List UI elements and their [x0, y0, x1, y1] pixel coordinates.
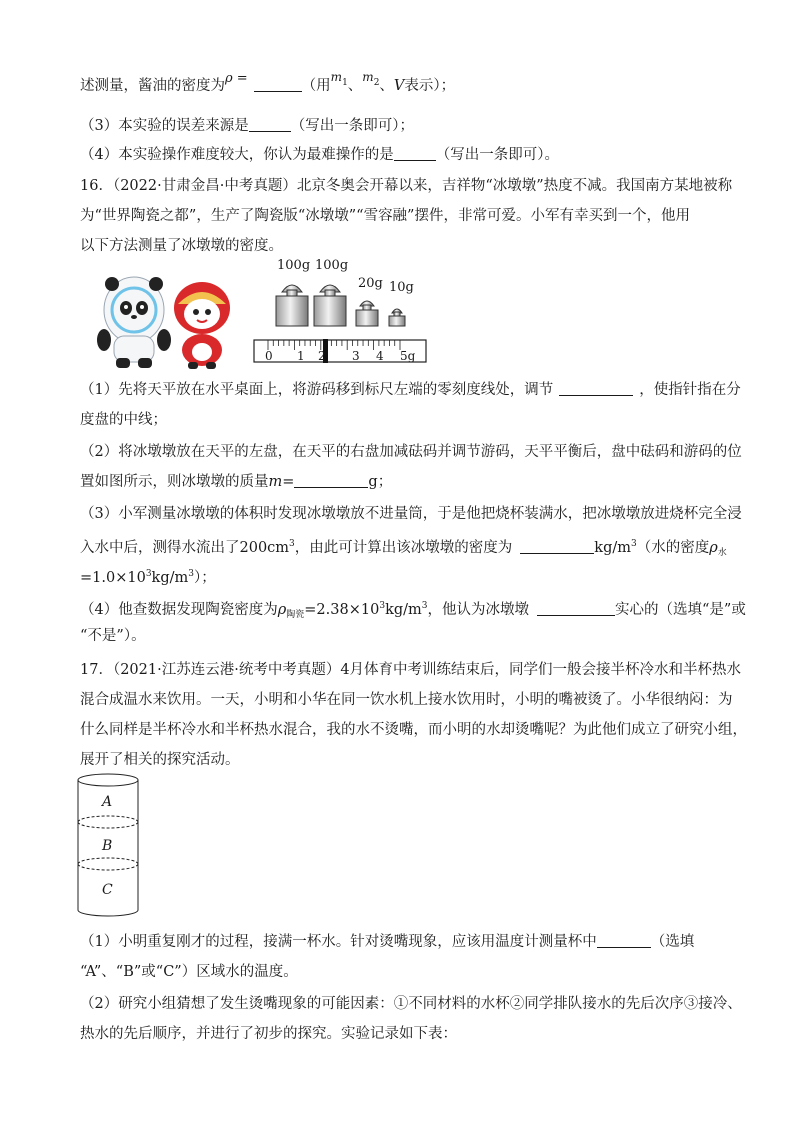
- density-formula-line: [80, 70, 455, 95]
- cm3-superscript: 3: [289, 539, 295, 549]
- q16-p4a-end: 实心的（选填“是”或: [615, 602, 746, 618]
- balance-weights-figure: [252, 256, 430, 366]
- ceramic-density-exp: 3: [379, 601, 386, 611]
- answer-blank-q15-4[interactable]: [394, 146, 436, 161]
- rho-ceramic-symbol: ρ: [277, 602, 287, 618]
- q17-line-2: 混合成温水来饮用。一天，小明和小华在同一饮水机上接水饮用时，小明的嘴被烫了。小华很纳闷：为: [80, 692, 733, 708]
- q16-line-3: 以下方法测量了冰墩墩的密度。: [80, 238, 283, 254]
- density-unit: kg/m: [594, 540, 631, 556]
- q16-part3-a: （3）小军测量冰墩墩的体积时发现冰墩墩放不进量筒，于是他把烧杯装满水，把冰墩墩放进烧杯完全浸: [80, 506, 742, 522]
- answer-blank-q16-2[interactable]: [294, 473, 368, 488]
- cup-diagram: [76, 772, 140, 920]
- q16-p3b-text: 入水中后，测得水流出了200cm: [80, 540, 290, 556]
- q16-line-1: 16．（2022·甘肃金昌·中考真题）北京冬奥会开幕以来，吉祥物“冰墩墩”热度不减。我国南方某地被称: [80, 178, 733, 194]
- m1-symbol: m: [330, 70, 343, 84]
- density-unit-sup: 3: [630, 539, 637, 549]
- formula-mid: （用: [301, 78, 331, 94]
- formula-prefix: 述测量，酱油的密度为: [80, 78, 225, 94]
- q15-p3-text: （3）本实验的误差来源是: [80, 118, 249, 134]
- q17-line-3: 什么同样是半杯冷水和半杯热水混合，我的水不烫嘴，而小明的水却烫嘴呢？为此他们成立了研究小组，: [80, 722, 747, 738]
- m2-subscript: 2: [373, 78, 380, 88]
- shuey-rhon-rhon-icon: [174, 282, 230, 369]
- q16-part4-b: “不是”）。: [80, 628, 146, 644]
- formula-suffix: 表示）；: [404, 78, 456, 94]
- q16-part3-c: [80, 564, 216, 588]
- q16-line-2: 为“世界陶瓷之都”，生产了陶瓷版“冰墩墩”“雪容融”摆件，非常可爱。小军有幸买到一个，他用: [80, 208, 690, 224]
- q15-part4: [80, 145, 559, 165]
- ceramic-density-value: =2.38×10: [304, 602, 380, 618]
- m1-subscript: 1: [342, 78, 348, 88]
- v-symbol: V: [393, 78, 405, 94]
- answer-blank-q16-4[interactable]: [537, 601, 615, 616]
- q17-line-4: 展开了相关的探究活动。: [80, 752, 240, 768]
- rho-ceramic-sub: 陶瓷: [286, 610, 305, 620]
- answer-blank-q16-3[interactable]: [520, 539, 594, 554]
- weight-20g-icon: [356, 301, 378, 326]
- water-density-unit-sup: 3: [188, 569, 194, 579]
- separator-2: 、: [379, 78, 394, 94]
- mass-unit: g；: [368, 474, 393, 490]
- q16-p4a-text: （4）他查数据发现陶瓷密度为: [80, 602, 278, 618]
- ruler-tick-2: 2: [318, 349, 326, 363]
- answer-blank-q16-1[interactable]: [559, 381, 633, 396]
- q15-part3: [80, 116, 414, 136]
- q15-p4-text: （4）本实验操作难度较大，你认为最难操作的是: [80, 147, 394, 163]
- q16-p3b-mid: ，由此可计算出该冰墩墩的密度为: [294, 540, 513, 556]
- rho-water-symbol: ρ: [709, 540, 718, 556]
- q16-part1-a: [80, 380, 741, 400]
- ruler-tick-0: 0: [265, 349, 273, 363]
- mass-equals: =: [282, 474, 295, 490]
- cup-region-c: C: [102, 882, 113, 898]
- ruler-tick-4: 4: [376, 349, 384, 363]
- q16-part4-a: [80, 596, 746, 625]
- q15-p4-end: （写出一条即可）。: [435, 147, 559, 163]
- cup-region-a: A: [102, 794, 113, 810]
- q16-p1a-end: ，使指针指在分: [639, 382, 741, 398]
- q16-part2-b: [80, 472, 392, 492]
- answer-blank-q17-1[interactable]: [597, 933, 651, 948]
- cup-region-b: B: [102, 838, 113, 854]
- answer-blank-density[interactable]: [254, 77, 302, 92]
- q15-p3-end: （写出一条即可）；: [290, 118, 414, 134]
- q16-p3b-end: （水的密度: [636, 540, 710, 556]
- ruler-tick-1: 1: [297, 349, 305, 363]
- q16-part3-b: [80, 534, 727, 563]
- q16-p3c-close: ）；: [193, 570, 216, 586]
- mascots-image: [92, 270, 242, 370]
- weight-label-4: 10g: [389, 280, 414, 295]
- weight-10g-icon: [389, 309, 405, 326]
- bing-dwen-dwen-icon: [97, 277, 171, 368]
- q16-p4a-mid: ，他认为冰墩墩: [427, 602, 529, 618]
- ceramic-density-unit-sup: 3: [421, 601, 428, 611]
- water-density-unit: kg/m: [151, 570, 189, 586]
- q16-part2-a: （2）将冰墩墩放在天平的左盘，在天平的右盘加减砝码并调节游码，天平平衡后，盘中砝码和游码的位: [80, 444, 742, 460]
- q17-line-1: 17．（2021·江苏连云港·统考中考真题）4月体育中考训练结束后，同学们一般会接半杯冷水和半杯热水: [80, 662, 742, 678]
- rho-water-sub: 水: [717, 548, 727, 558]
- rho-symbol: ρ =: [225, 71, 248, 86]
- q16-part1-b: 度盘的中线；: [80, 412, 167, 428]
- q17-p1a-end: （选填: [650, 934, 695, 950]
- water-density-exp: 3: [145, 569, 152, 579]
- ruler-tick-5: 5g: [400, 349, 416, 363]
- q17-p1a-text: （1）小明重复刚才的过程，接满一杯水。针对烫嘴现象，应该用温度计测量杯中: [80, 934, 597, 950]
- weight-100g-a-icon: [276, 285, 308, 326]
- ruler-tick-3: 3: [352, 349, 360, 363]
- answer-blank-q15-3[interactable]: [249, 117, 291, 132]
- weight-label-2: 100g: [315, 258, 349, 273]
- q17-part2-b: 热水的先后顺序，并进行了初步的探究。实验记录如下表：: [80, 1026, 457, 1042]
- q17-part1-b: “A”、“B”或“C”）区域水的温度。: [80, 964, 298, 980]
- q16-p2b-text: 置如图所示，则冰墩墩的质量: [80, 474, 269, 490]
- m2-symbol: m: [362, 70, 374, 84]
- q17-part2-a: （2）研究小组猜想了发生烫嘴现象的可能因素：①不同材料的水杯②同学排队接水的先后次序③接冷、: [80, 996, 742, 1012]
- weight-100g-b-icon: [314, 285, 346, 326]
- q17-part1-a: [80, 932, 694, 952]
- weight-label-1: 100g: [277, 258, 311, 273]
- weight-label-3: 20g: [358, 276, 383, 291]
- q16-p1a-text: （1）先将天平放在水平桌面上，将游码移到标尺左端的零刻度线处，调节: [80, 382, 554, 398]
- water-density-value: =1.0×10: [80, 570, 146, 586]
- separator-1: 、: [347, 78, 363, 94]
- mass-variable: m: [268, 474, 283, 490]
- ceramic-density-unit: kg/m: [385, 602, 422, 618]
